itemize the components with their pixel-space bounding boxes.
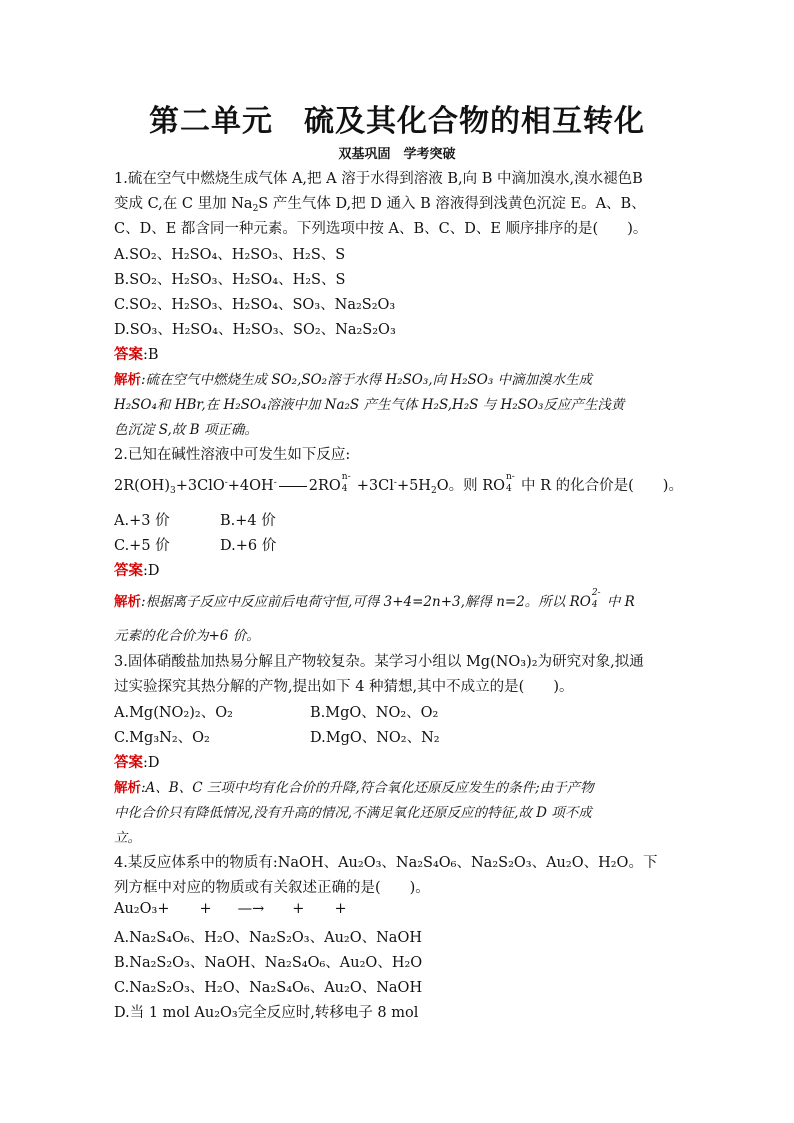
analysis-label: 解析 (114, 372, 141, 388)
q1-sub: 2 (252, 204, 259, 214)
q2-analysis-line1 (114, 590, 635, 610)
eq-part: 2RO (308, 478, 341, 494)
q2-analysis-line2: 元素的化合价为+6 价。 (114, 628, 260, 644)
q1-option-d: D.SO₃、H₂SO₄、H₂SO₃、SO₂、Na₂S₂O₃ (114, 322, 396, 338)
eq-part: +3ClO (175, 478, 225, 494)
q1-option-c: C.SO₂、H₂SO₃、H₂SO₄、SO₃、Na₂S₂O₃ (114, 297, 396, 313)
eq-part: +3Cl (356, 478, 394, 494)
analysis-text: :根据离子反应中反应前后电荷守恒,可得 3+4=2n+3,解得 n=2。所以 RO (141, 594, 591, 610)
eq-sub: 3 (170, 486, 176, 496)
q3-option-c: C.Mg₃N₂、O₂ (114, 730, 210, 746)
q2-stem-line1: 2.已知在碱性溶液中可发生如下反应: (114, 447, 351, 463)
q1-option-b: B.SO₂、H₂SO₃、H₂SO₄、H₂S、S (114, 272, 346, 288)
answer-value: :D (143, 563, 160, 579)
eq-plus: + (199, 901, 212, 917)
q1-stem-line2-a: 变成 C,在 C 里加 Na (114, 196, 253, 212)
analysis-label: 解析 (114, 594, 141, 610)
page-subtitle: 双基巩固 学考突破 (338, 147, 456, 162)
eq-part: +4OH (227, 478, 274, 494)
q1-option-a: A.SO₂、H₂SO₄、H₂SO₃、H₂S、S (114, 247, 346, 263)
q3-option-b: B.MgO、NO₂、O₂ (310, 705, 439, 721)
q4-stem-line2: 列方框中对应的物质或有关叙述正确的是( )。 (114, 880, 430, 896)
ion-sub: 4 (591, 600, 598, 610)
q3-stem-line2: 过实验探究其热分解的产物,提出如下 4 种猜想,其中不成立的是( )。 (114, 679, 574, 695)
q2-answer (114, 559, 160, 580)
ion-sub: 4 (506, 484, 512, 494)
q1-stem-line3: C、D、E 都含同一种元素。下列选项中按 A、B、C、D、E 顺序排序的是( )。 (114, 221, 648, 237)
q3-option-a: A.Mg(NO₂)₂、O₂ (114, 705, 233, 721)
ion-sub: 4 (341, 484, 348, 494)
page-title: 第二单元 硫及其化合物的相互转化 (149, 104, 645, 139)
eq-plus: + (292, 901, 305, 917)
q1-analysis-line2: H₂SO₄和 HBr,在 H₂SO₄溶液中加 Na₂S 产生气体 H₂S,H₂S 与 H₂SO₃反应产生浅黄 (114, 397, 625, 413)
q4-stem-line1: 4.某反应体系中的物质有:NaOH、Au₂O₃、Na₂S₄O₆、Na₂S₂O₃、Au₂O、H₂O。下 (114, 855, 658, 871)
ion-sup: 2- (591, 588, 601, 598)
analysis-text: :A、B、C 三项中均有化合价的升降,符合氧化还原反应发生的条件;由于产物 (141, 780, 594, 796)
analysis-text: 中 R (606, 594, 635, 610)
answer-value: :D (143, 755, 160, 771)
q1-answer (114, 343, 159, 364)
answer-label: 答案 (114, 346, 143, 363)
answer-label: 答案 (114, 754, 143, 771)
ion-sup: n- (506, 472, 515, 482)
ion-charge (341, 472, 357, 494)
q1-stem-line1: 1.硫在空气中燃烧生成气体 A,把 A 溶于水得到溶液 B,向 B 中滴加溴水,溴水褪色B (114, 171, 643, 187)
q3-analysis-line3: 立。 (114, 830, 141, 846)
q1-analysis-line3: 色沉淀 S,故 B 项正确。 (114, 422, 258, 438)
ion-charge (505, 472, 521, 494)
eq-sup: - (393, 478, 397, 488)
eq-plus: + (334, 901, 347, 917)
answer-value: :B (143, 347, 159, 363)
q1-stem-line2-b: S 产生气体 D,把 D 通入 B 溶液得到浅黄色沉淀 E。A、B、 (258, 196, 646, 212)
q4-option-c: C.Na₂S₂O₃、H₂O、Na₂S₄O₆、Au₂O、NaOH (114, 980, 423, 996)
q1-stem-line2 (114, 192, 646, 214)
eq-sup: - (224, 478, 228, 488)
eq-start: Au₂O₃+ (114, 901, 170, 917)
equals-sign (279, 486, 307, 487)
q2-equation (114, 474, 683, 496)
ion-charge (591, 588, 607, 610)
eq-part: +5H (396, 478, 431, 494)
eq-part: O。则 RO (436, 478, 506, 494)
q4-equation (114, 901, 347, 917)
q2-option-d: D.+6 价 (220, 538, 277, 554)
eq-part: 2R(OH) (114, 478, 170, 494)
q4-option-b: B.Na₂S₂O₃、NaOH、Na₂S₄O₆、Au₂O、H₂O (114, 955, 423, 971)
eq-part: 中 R 的化合价是( )。 (521, 478, 683, 494)
q3-analysis-line1 (114, 776, 594, 796)
q3-analysis-line2: 中化合价只有降低情况,没有升高的情况,不满足氧化还原反应的特征,故 D 项不成 (114, 805, 592, 821)
eq-sub: 2 (430, 486, 437, 496)
reaction-arrow: —→ (237, 901, 265, 917)
eq-sup: - (273, 478, 277, 488)
analysis-label: 解析 (114, 780, 141, 796)
analysis-text: :硫在空气中燃烧生成 SO₂,SO₂溶于水得 H₂SO₃,向 H₂SO₃ 中滴加溴水生成 (141, 372, 593, 388)
q2-option-a: A.+3 价 (114, 513, 170, 529)
q3-stem-line1: 3.固体硝酸盐加热易分解且产物较复杂。某学习小组以 Mg(NO₃)₂为研究对象,拟通 (114, 654, 644, 670)
answer-label: 答案 (114, 562, 143, 579)
q2-option-b: B.+4 价 (220, 513, 276, 529)
q4-option-a: A.Na₂S₄O₆、H₂O、Na₂S₂O₃、Au₂O、NaOH (114, 930, 422, 946)
ion-sup: n- (341, 472, 351, 482)
q2-option-c: C.+5 价 (114, 538, 170, 554)
q1-analysis-line1 (114, 368, 592, 388)
q3-answer (114, 751, 160, 772)
q4-option-d: D.当 1 mol Au₂O₃完全反应时,转移电子 8 mol (114, 1005, 419, 1021)
q3-option-d: D.MgO、NO₂、N₂ (310, 730, 440, 746)
